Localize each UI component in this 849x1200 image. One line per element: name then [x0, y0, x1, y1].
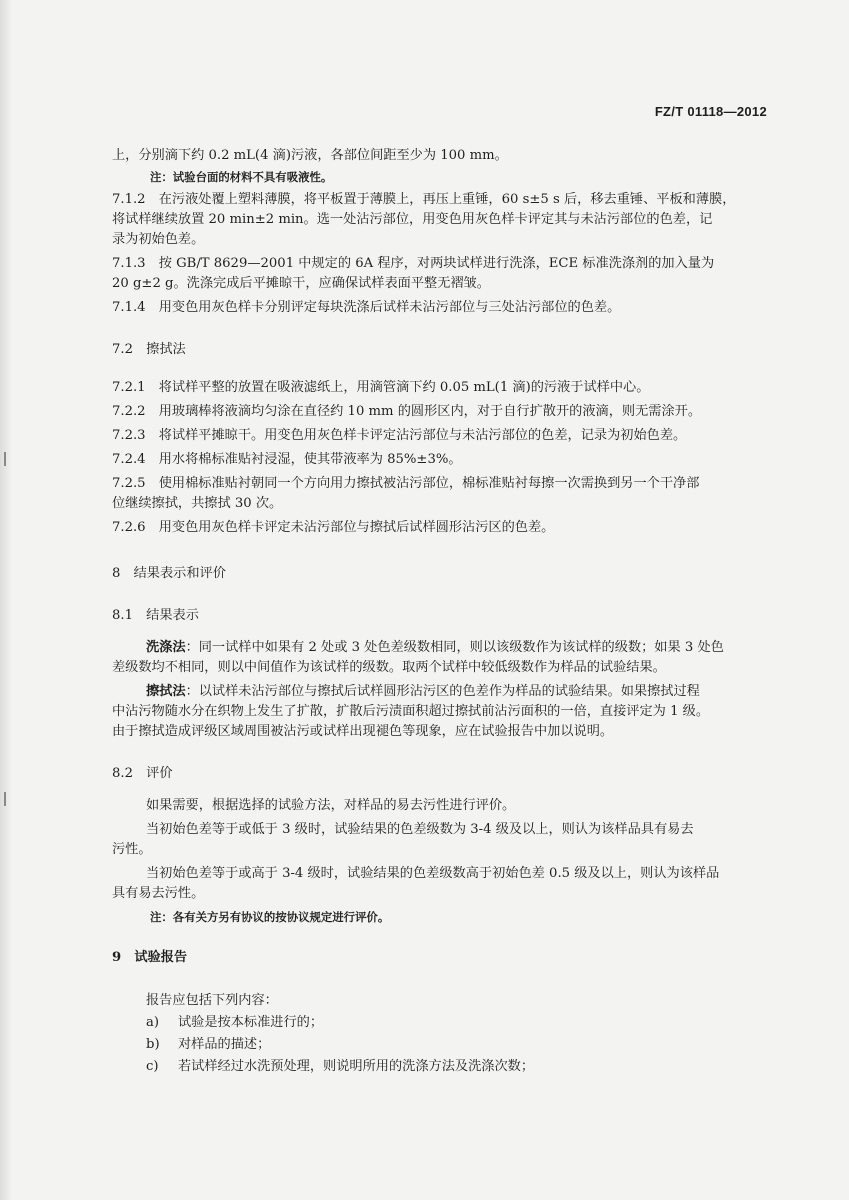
clause-line: 7.2.1 将试样平整的放置在吸液滤纸上，用滴管滴下约 0.05 mL(1 滴)的污液于试样中心。	[112, 380, 650, 395]
clause-line: 7.2.4 用水将棉标准贴衬浸湿，使其带液率为 85%±3%。	[112, 452, 462, 467]
clause-7-1-2	[112, 190, 770, 250]
paragraph-evaluation	[112, 796, 770, 816]
binding-mark	[4, 452, 6, 466]
clause-7-2-6	[112, 518, 770, 538]
paragraph-wash-method	[112, 638, 770, 678]
binding-mark	[4, 792, 6, 806]
page-content	[112, 146, 770, 1078]
section-heading-8-1: 8.1 结果表示	[112, 608, 199, 623]
section-heading-9: 9 试验报告	[112, 950, 188, 965]
clause-7-1-3	[112, 254, 770, 294]
standard-code: FZ/T 01118—2012	[654, 104, 767, 119]
clause-7-2-5	[112, 474, 770, 514]
paragraph-line: 当初始色差等于或高于 3-4 级时，试验结果的色差级数高于初始色差 0.5 级及以上，则认为该样品	[146, 866, 720, 881]
clause-line: 7.2.6 用变色用灰色样卡评定未沾污部位与擦拭后试样圆形沾污区的色差。	[112, 520, 555, 535]
clause-7-2-3	[112, 426, 770, 446]
clause-line: 7.1.4 用变色用灰色样卡分别评定每块洗涤后试样未沾污部位与三处沾污部位的色差。	[112, 300, 621, 315]
clause-7-2-1	[112, 378, 770, 398]
paragraph-line: 由于擦拭造成评级区域周围被沾污或试样出现褪色等现象，应在试验报告中加以说明。	[112, 724, 614, 739]
clause-line: 7.1.3 按 GB/T 8629—2001 中规定的 6A 程序，对两块试样进行洗涤，ECE 标准洗涤剂的加入量为	[112, 256, 715, 271]
list-item: c) 若试样经过水洗预处理，则说明所用的洗涤方法及洗涤次数；	[146, 1059, 535, 1074]
list-item: a) 试验是按本标准进行的；	[146, 1015, 324, 1030]
paragraph-line: 如果需要，根据选择的试验方法，对样品的易去污性进行评价。	[146, 798, 516, 813]
clause-line: 20 g±2 g。洗涤完成后平摊晾干，应确保试样表面平整无褶皱。	[112, 276, 490, 291]
paragraph-line: 洗涤法：同一试样中如果有 2 处或 3 处色差级数相同，则以该级数作为该试样的级数；如果 3 处色	[146, 640, 724, 655]
paragraph-line: 擦拭法：以试样未沾污部位与擦拭后试样圆形沾污区的色差作为样品的试验结果。如果擦拭过程	[146, 684, 700, 699]
section-heading-8: 8 结果表示和评价	[112, 566, 226, 581]
clause-7-2-4	[112, 450, 770, 470]
paragraph-evaluation	[112, 820, 770, 860]
clause-line: 7.2.5 使用棉标准贴衬朝同一个方向用力擦拭被沾污部位，棉标准贴衬每擦一次需换到另一个干净部	[112, 476, 700, 491]
scan-shadow	[0, 0, 12, 1200]
paragraph-wipe-method	[112, 682, 770, 742]
clause-line: 录为初始色差。	[112, 232, 205, 247]
wipe-method-label: 擦拭法	[146, 684, 186, 699]
clause-7-1-4	[112, 298, 770, 318]
clause-line: 7.1.2 在污液处覆上塑料薄膜，将平板置于薄膜上，再压上重锤，60 s±5 s 后，移去重锤、平板和薄膜，	[112, 192, 736, 207]
paragraph-line: 差级数均不相同，则以中间值作为该试样的级数。取两个试样中较低级数作为样品的试验结果。	[112, 660, 666, 675]
paragraph-line: 具有易去污性。	[112, 886, 205, 901]
paragraph-line: 中沾污物随水分在织物上发生了扩散，扩散后污渍面积超过擦拭前沾污面积的一倍，直接评定为 1 级。	[112, 704, 710, 719]
clause-7-2-2	[112, 402, 770, 422]
paragraph-line: 上，分别滴下约 0.2 mL(4 滴)污液，各部位间距至少为 100 mm。	[112, 148, 508, 163]
clause-line: 将试样继续放置 20 min±2 min。选一处沾污部位，用变色用灰色样卡评定其与未沾污部位的色差，记	[112, 212, 713, 227]
note: 注：试验台面的材料不具有吸液性。	[150, 170, 333, 184]
section-heading-8-2: 8.2 评价	[112, 766, 173, 781]
report-intro: 报告应包括下列内容：	[146, 993, 278, 1008]
wash-method-label: 洗涤法	[146, 640, 186, 655]
paragraph-line: 当初始色差等于或低于 3 级时，试验结果的色差级数为 3-4 级及以上，则认为该样品具有易去	[146, 822, 694, 837]
section-heading-7-2: 7.2 擦拭法	[112, 342, 186, 357]
paragraph-evaluation	[112, 864, 770, 904]
paragraph-line: 污性。	[112, 842, 152, 857]
list-item: b) 对样品的描述；	[146, 1037, 271, 1052]
note: 注：各有关方另有协议的按协议规定进行评价。	[150, 910, 390, 924]
clause-line: 7.2.3 将试样平摊晾干。用变色用灰色样卡评定沾污部位与未沾污部位的色差，记录为初始色差。	[112, 428, 687, 443]
clause-line: 7.2.2 用玻璃棒将液滴均匀涂在直径约 10 mm 的圆形区内，对于自行扩散开的液滴，则无需涂开。	[112, 404, 702, 419]
clause-line: 位继续擦拭，共擦拭 30 次。	[112, 496, 283, 511]
